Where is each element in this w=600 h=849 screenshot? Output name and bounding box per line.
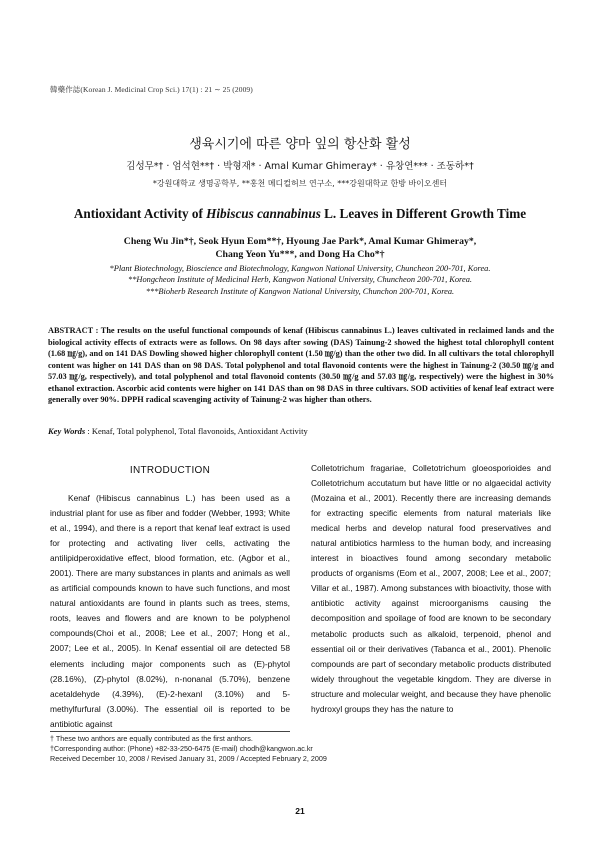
abstract: ABSTRACT : The results on the useful functional compounds of kenaf (Hibiscus cannabinus L.) leaves cultivated in reclaimed lands and the biological activity effects of extracts were as follows. On 98 days after sowing (DAS) Tainung-2 showed the highest total chlorophyll content (1.68 ㎎/g), and on 141 DAS Dowling showed higher chlorophyll content (1.50 ㎎/g) than the other two did. In all cultivars the total chlorophyll content was higher on 141 DAS than on 98 DAS. Total polyphenol and total flavonoid contents were the highest in Tainung-2 (30.50 ㎎/g and 57.03 ㎎/g, respectively), and total polyphenol and total flavonoid contents (30.50 ㎎/g and 57.03 ㎎/g, respectively) were the highest in 30% ethanol extraction. Ascorbic acid contents were higher on 141 DAS than on 98 DAS in three cultivars. SOD activities of kenaf leaf extract were generally over 90%. DPPH radical scavenging activity of Tainung-2 was higher than others. <box>48 326 554 404</box>
page-number: 21 <box>295 806 305 816</box>
footnote-divider <box>50 731 290 732</box>
introduction-right-column <box>311 461 551 717</box>
introduction-left-text: Kenaf (Hibiscus cannabinus L.) has been used as a industrial plant for use as fiber and fodder (Webber, 1993; White et al., 1994), and there is a report that kenaf leaf extract is used for protecting and activating liver cells, activating the antilipidperoxidative effect, blood formation, etc. (Agbor et al., 2001). There are many substances in plants and animals as well as artificial compounds known to have such functions, and most natural antioxidants are found in plants such as trees, stems, roots, leaves and flowers and are known to be polyphenol compounds(Choi et al., 2008; Lee et al., 2007; Hong et al., 2007; Lee et al., 2005). In Kenaf essential oil are detected 58 elements including major components such as (E)-phytol (28.16%), (Z)-phytol (8.02%), n-nonanal (5.70%), benzene acetaldehyde (4.39%), (E)-2-hexanl (3.10%) and 5-methylfurfural (3.00%). The essential oil is reported to be antibiotic against <box>50 493 290 729</box>
introduction-left-column <box>50 491 290 732</box>
journal-citation: 韓藥作誌(Korean J. Medicinal Crop Sci.) 17(1) : 21 ∼ 25 (2009) <box>50 85 253 94</box>
keywords-label: Key Words <box>48 426 86 436</box>
korean-title: 생육시기에 따른 양마 잎의 항산화 활성 <box>189 137 411 152</box>
english-authors-line2: Chang Yeon Yu***, and Dong Ha Cho*† <box>215 248 385 260</box>
english-affil-line1: *Plant Biotechnology, Bioscience and Biotechnology, Kangwon National University, Chuncheon 200-701, Korea. <box>109 264 491 273</box>
introduction-heading: INTRODUCTION <box>129 465 211 476</box>
english-affiliations <box>0 263 600 297</box>
footnote-line1: † These two anthors are equally contributed as the first anthors. <box>50 734 253 743</box>
english-title <box>0 206 600 222</box>
korean-affiliations: *강원대학교 생명공학부, **홍천 메디컬허브 연구소, ***강원대학교 한방 바이오센터 <box>152 179 448 188</box>
english-title-post: L. Leaves in Different Growth Time <box>320 206 527 221</box>
footnotes <box>50 734 327 764</box>
keywords-text: : Kenaf, Total polyphenol, Total flavonoids, Antioxidant Activity <box>85 426 308 436</box>
keywords <box>48 426 308 436</box>
english-authors-line1: Cheng Wu Jin*†, Seok Hyun Eom**†, Hyoung Jae Park*, Amal Kumar Ghimeray*, <box>123 236 477 247</box>
korean-authors: 김성무*† · 엄석현**† · 박형재* · Amal Kumar Ghimeray* · 유창연*** · 조동하*† <box>126 161 474 172</box>
english-title-pre: Antioxidant Activity of <box>73 206 207 221</box>
english-affil-line3: ***Bioherb Research Institute of Kangwon National University, Chunchon 200-701, Korea. <box>145 286 455 296</box>
english-authors <box>0 236 600 261</box>
introduction-right-text: Colletotrichum fragariae, Colletotrichum gloeosporioides and Colletotrichum accutatum but have little or no algaecidal activity (Mozaina et al., 2001). Recently there are increasing demands for extracting specific elements from natural materials like medical herbs and develop natural food preservatives and natural antibiotics harmless to the human body, and increasing interest in bioactives found among secondary metabolic products of organisms (Eom et al., 2007, 2008; Lee et al., 2007; Villar et al., 1987). Among substances with bioactivity, those with antibiotic activity against microorganisms causing the decomposition and spoilage of food are known to be secondary metabolic products such as alkaloid, terpenoid, phenol and essential oil or their derivatives (Tabanca et al., 2001). Phenolic compounds are part of secondary metabolic products distributed widely throughout the vegetable kingdom. They are diverse in structure and molecular weight, and because they have phenolic hydroxyl groups they has the nature to <box>311 463 551 714</box>
english-title-italic: Hibiscus cannabinus <box>206 206 321 221</box>
english-affil-line2: **Hongcheon Institute of Medicinal Herb, Kangwon National University, Chuncheon 200-701, Korea. <box>128 275 472 285</box>
footnote-line2: †Corresponding author: (Phone) +82-33-250-6475 (E-mail) chodh@kangwon.ac.kr <box>50 744 313 753</box>
footnote-line3: Received December 10, 2008 / Revised January 31, 2009 / Accepted February 2, 2009 <box>50 754 327 763</box>
